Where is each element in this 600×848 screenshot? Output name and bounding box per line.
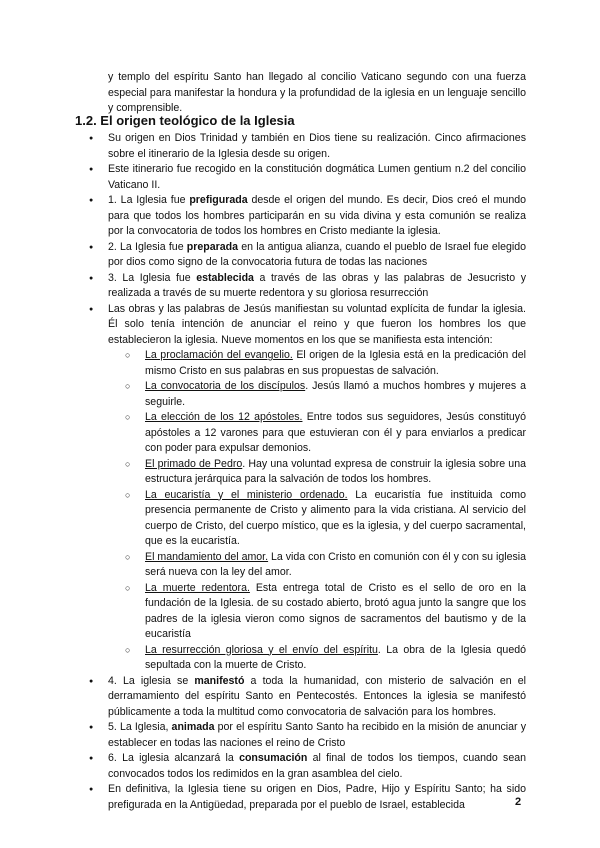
page-number: 2 [515,796,522,808]
moment-item: ○ La elección de los 12 apóstoles. Entre todos sus seguidores, Jesús constituyó apóstoles a 12 varones para que estuvieran con él y para enviarlos a predicar con poder para expulsar demonios. [145,410,526,457]
list-item: ● 5. La Iglesia, animada por el espíritu Santo Santo ha recibido en la misión de anunciar y establecer en todas las naciones el reino de Cristo [0,720,526,751]
bold-term: prefigurada [189,194,248,206]
moment-item: ○ La muerte redentora. Esta entrega total de Cristo es el sello de oro en la fundación de la Iglesia. de su costado abierto, brotó agua junto la sangre que los padres de la iglesia vieron como signos de sacramentos del bautismo y de la eucaristía [145,581,526,643]
moment-title: La elección de los 12 apóstoles. [145,411,303,423]
list-item: ● 4. La iglesia se manifestó a toda la humanidad, con misterio de salvación en el derramamiento del espíritu Santo en Pentecostés. Entonces la iglesia se manifestó públicamente a toda la multitud como convocatoria de salvación para los hombres. [0,674,526,721]
bold-term: preparada [186,240,239,253]
moment-title: La muerte redentora. [145,581,250,594]
list-item: ● 2. La Iglesia fue preparada en la antigua alianza, cuando el pueblo de Israel fue elegido por dios como signo de la convocatoria futura de todas las naciones [0,240,526,271]
moment-title: La eucaristía y el ministerio ordenado. [145,488,348,501]
moment-item: ○ La eucaristía y el ministerio ordenado. La eucaristía fue instituida como presencia permanente de Cristo y alimento para la vida cristiana. Al servicio del cuerpo de Cristo, del cuerpo místico, que es la iglesia, y del cuerpo sacramental, que es la eucaristía. [145,488,526,550]
intro-paragraph: y templo del espíritu Santo han llegado al concilio Vaticano segundo con una fuerza especial para manifestar la hondura y la profundidad de la iglesia en un lenguaje sencillo y comprensible. [108,71,526,114]
bold-term: consumación [239,752,308,764]
moment-title: La proclamación del evangelio. [145,349,293,361]
list-item: ● Su origen en Dios Trinidad y también en Dios tiene su realización. Cinco afirmaciones sobre el itinerario de la Iglesia desde su origen. [0,131,526,162]
moment-item: ○ El primado de Pedro. Hay una voluntad expresa de construir la iglesia sobre una estructura jerárquica para la salvación de todos los hombres. [145,457,526,488]
moment-title: El mandamiento del amor. [145,550,269,563]
moments-list [108,348,526,674]
list-item: ● Las obras y las palabras de Jesús manifiestan su voluntad explícita de fundar la iglesia. Él solo tenía intención de anunciar el reino y que fueron los hombres los que establecieron la iglesia. Nueve momentos en los que se manifiesta esta intención: ○ La proclamación del evangelio. El origen de la Iglesia está en la predicación del mismo Cristo en sus palabras en sus propuestas de salvación. ○ La convocatoria de los discípulos. Jesús llamó a muchos hombres y mujeres a seguirle. ○ La elección de los 12 apóstoles. Entre todos sus seguidores, Jesús constituyó apóstoles a 12 varones para que estuvieran con él y para enviarlos a predicar con poder para expulsar demonios. ○ El primado de Pedro. Hay una voluntad expresa de construir la iglesia sobre una estructura jerárquica para la salvación de todos los hombres. ○ La eucaristía y el ministerio ordenado. La eucaristía fue instituida como presencia permanente de Cristo y alimento para la vida cristiana. Al servicio del cuerpo de Cristo, del cuerpo místico, que es la iglesia, y del cuerpo sacramental, que es la eucaristía. ○ El mandamiento del amor. La vida con Cristo en comunión con él y con su iglesia será nueva con la ley del amor. ○ La muerte redentora. Esta entrega total de Cristo es el sello de oro en la fundación de la Iglesia. de su costado abierto, brotó agua junto la sangre que los padres de la iglesia vieron como signos de sacramentos del bautismo y de la eucaristía ○ La resurrección gloriosa y el envío del espíritu. La obra de la Iglesia quedó sepultada con la muerte de Cristo. [0,302,526,674]
moment-item: ○ El mandamiento del amor. La vida con Cristo en comunión con él y con su iglesia será nueva con la ley del amor. [145,550,526,581]
list-item: ● 6. La iglesia alcanzará la consumación al final de todos los tiempos, cuando sean convocados todos los redimidos en la gran asamblea del cielo. [0,751,526,782]
moment-item: ○ La resurrección gloriosa y el envío del espíritu. La obra de la Iglesia quedó sepultada con la muerte de Cristo. [145,643,526,674]
bold-term: manifestó [194,674,245,687]
section-heading: 1.2. El origen teológico de la Iglesia [75,113,295,128]
moment-title: El primado de Pedro [145,457,243,470]
list-item: ● 3. La Iglesia fue establecida a través de las obras y las palabras de Jesucristo y realizada a través de su muerte redentora y su gloriosa resurrección [0,271,526,302]
origin-list [0,131,526,813]
moment-title: La resurrección gloriosa y el envío del espíritu [145,643,378,656]
list-item: ● Este itinerario fue recogido en la constitución dogmática Lumen gentium n.2 del concilio Vaticano II. [0,162,526,193]
moment-item: ○ La proclamación del evangelio. El origen de la Iglesia está en la predicación del mismo Cristo en sus palabras en sus propuestas de salvación. [145,348,526,379]
bold-term: animada [171,721,215,733]
list-item: ● En definitiva, la Iglesia tiene su origen en Dios, Padre, Hijo y Espíritu Santo; ha sido prefigurada en la Antigüedad, preparada por el pueblo de Israel, establecida [0,782,526,813]
moment-title: La convocatoria de los discípulos [145,380,306,392]
moment-item: ○ La convocatoria de los discípulos. Jesús llamó a muchos hombres y mujeres a seguirle. [145,379,526,410]
list-item: ● 1. La Iglesia fue prefigurada desde el origen del mundo. Es decir, Dios creó el mundo para que todos los hombres participarán en su vida divina y esta comunión se realiza por la convocatoria de todos los hombres en Cristo mediante la iglesia. [0,193,526,240]
bold-term: establecida [196,271,254,284]
